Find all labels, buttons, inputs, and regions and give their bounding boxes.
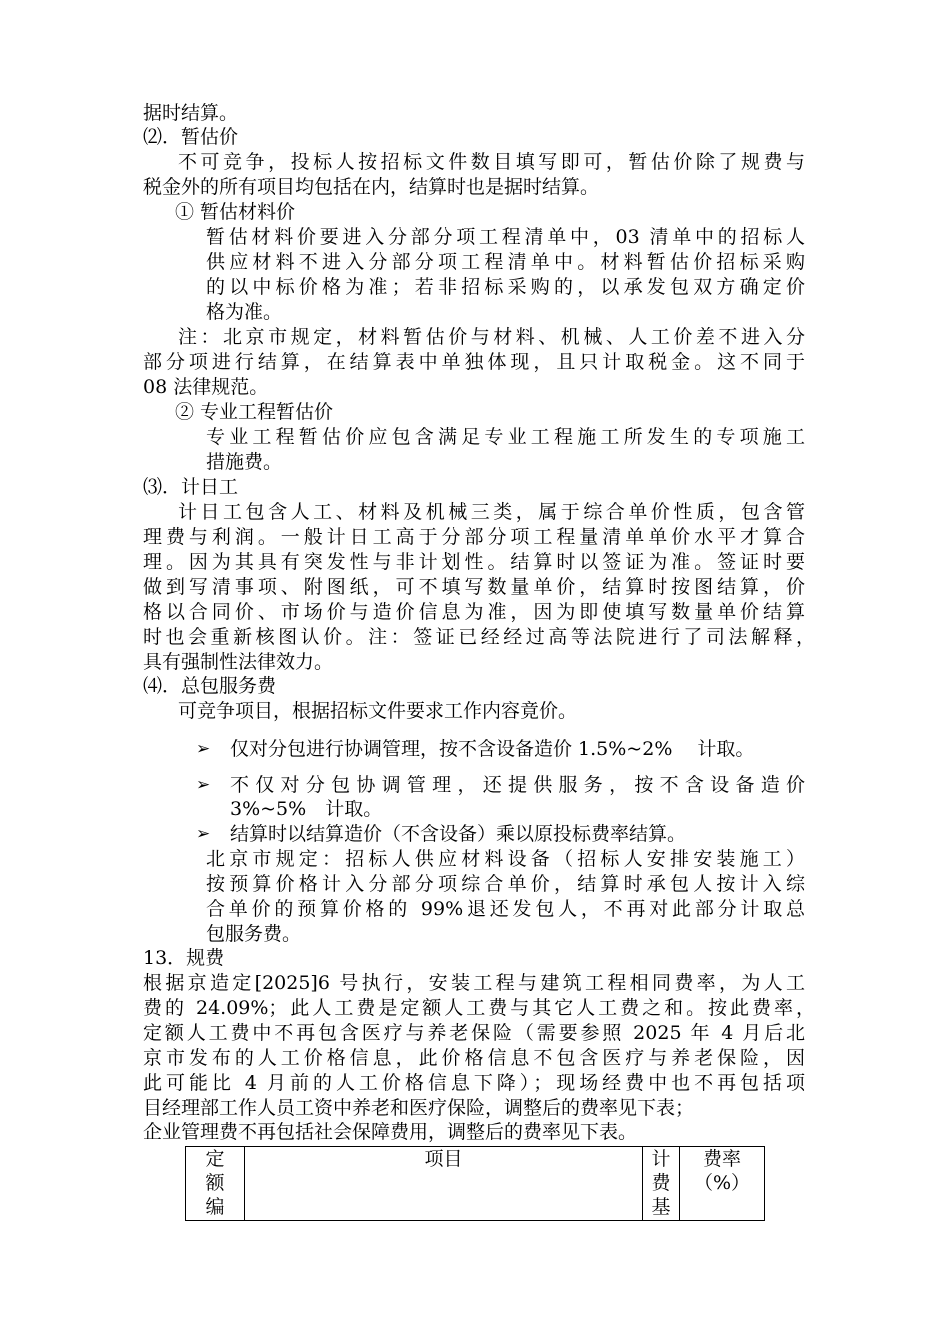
item-heading: ② 专业工程暂估价 <box>175 401 334 423</box>
text-line: 据时结算。 <box>143 102 239 124</box>
note-line: 08 法律规范。 <box>143 376 269 398</box>
header-item: 项目 <box>424 1148 463 1170</box>
subsection-heading: ⑵．暂估价 <box>143 126 239 148</box>
bullet-text: 仅对分包进行协调管理，按不含设备造价 1.5%~2% 计取。 <box>230 738 755 760</box>
text-line: 理费与利润。一般计日工高于分部分项工程量清单单价水平才算合 <box>143 526 805 548</box>
table-header-cell <box>680 1147 765 1221</box>
text-line: 具有强制性法律效力。 <box>143 651 334 673</box>
text-line: 此可能比 4 月前的人工价格信息下降）；现场经费中也不再包括项 <box>143 1072 805 1094</box>
subsection-heading: ⑷．总包服务费 <box>143 675 277 697</box>
text-line: 按预算价格计入分部分项综合单价，结算时承包人按计入综 <box>206 873 805 895</box>
header-rate: 费率（%） <box>693 1148 751 1194</box>
text-line: 费的 24.09%；此人工费是定额人工费与其它人工费之和。按此费率， <box>143 997 815 1019</box>
text-line: 合单价的预算价格的 99%退还发包人，不再对此部分计取总 <box>206 898 805 920</box>
text-line: 北京市规定：招标人供应材料设备（招标人安排安装施工） <box>206 848 805 870</box>
header-quota-code: 定额编 <box>205 1148 225 1218</box>
bullet-arrow-icon: ➢ <box>196 739 211 759</box>
table-header-cell <box>643 1147 680 1221</box>
section-heading: 13．规费 <box>143 947 225 969</box>
note-line: 部分项进行结算，在结算表中单独体现，且只计取税金。这不同于 <box>143 351 805 373</box>
text-line: 企业管理费不再包括社会保障费用，调整后的费率见下表。 <box>143 1121 638 1143</box>
text-line: 时也会重新核图认价。注：签证已经经过高等法院进行了司法解释， <box>143 626 815 648</box>
text-line: 计日工包含人工、材料及机械三类，属于综合单价性质，包含管 <box>178 501 805 523</box>
text-line: 格以合同价、市场价与造价信息为准，因为即使填写数量单价结算 <box>143 601 805 623</box>
table-header-row <box>186 1147 765 1221</box>
text-line: 包服务费。 <box>206 923 302 945</box>
table-header-cell <box>186 1147 245 1221</box>
text-line: 格为准。 <box>206 301 283 323</box>
bullet-arrow-icon: ➢ <box>196 824 211 844</box>
text-line: 的以中标价格为准；若非招标采购的，以承发包双方确定价 <box>206 276 805 298</box>
text-line: 定额人工费中不再包含医疗与养老保险（需要参照 2025 年 4 月后北 <box>143 1022 805 1044</box>
text-line: 不可竞争，投标人按招标文件数目填写即可，暂估价除了规费与 <box>178 151 805 173</box>
text-line: 供应材料不进入分部分项工程清单中。材料暂估价招标采购 <box>206 251 805 273</box>
bullet-arrow-icon: ➢ <box>196 775 211 795</box>
text-line: 专业工程暂估价应包含满足专业工程施工所发生的专项施工 <box>206 426 805 448</box>
header-fee-basis: 计费基 <box>651 1148 671 1218</box>
text-line: 税金外的所有项目均包括在内，结算时也是据时结算。 <box>143 176 600 198</box>
text-line: 根据京造定[2025]6 号执行，安装工程与建筑工程相同费率，为人工 <box>143 972 805 994</box>
text-line: 可竞争项目，根据招标文件要求工作内容竟价。 <box>178 700 578 722</box>
note-line: 注：北京市规定，材料暂估价与材料、机械、人工价差不进入分 <box>178 326 805 348</box>
text-line: 暂估材料价要进入分部分项工程清单中，03 清单中的招标人 <box>206 226 805 248</box>
text-line: 做到写清事项、附图纸，可不填写数量单价，结算时按图结算，价 <box>143 576 805 598</box>
subsection-heading: ⑶．计日工 <box>143 476 239 498</box>
bullet-text: 不仅对分包协调管理，还提供服务，按不含设备造价 <box>230 774 805 796</box>
table-header-cell <box>245 1147 643 1221</box>
bullet-text: 3%~5% 计取。 <box>230 798 383 820</box>
bullet-text: 结算时以结算造价（不含设备）乘以原投标费率结算。 <box>230 823 687 845</box>
item-heading: ① 暂估材料价 <box>175 201 296 223</box>
text-line: 理。因为其具有突发性与非计划性。结算时以签证为准。签证时要 <box>143 551 805 573</box>
text-line: 目经理部工作人员工资中养老和医疗保险，调整后的费率见下表； <box>143 1097 695 1119</box>
text-line: 京市发布的人工价格信息，此价格信息不包含医疗与养老保险，因 <box>143 1047 805 1069</box>
text-line: 措施费。 <box>206 451 283 473</box>
fee-rate-table <box>185 1146 765 1221</box>
